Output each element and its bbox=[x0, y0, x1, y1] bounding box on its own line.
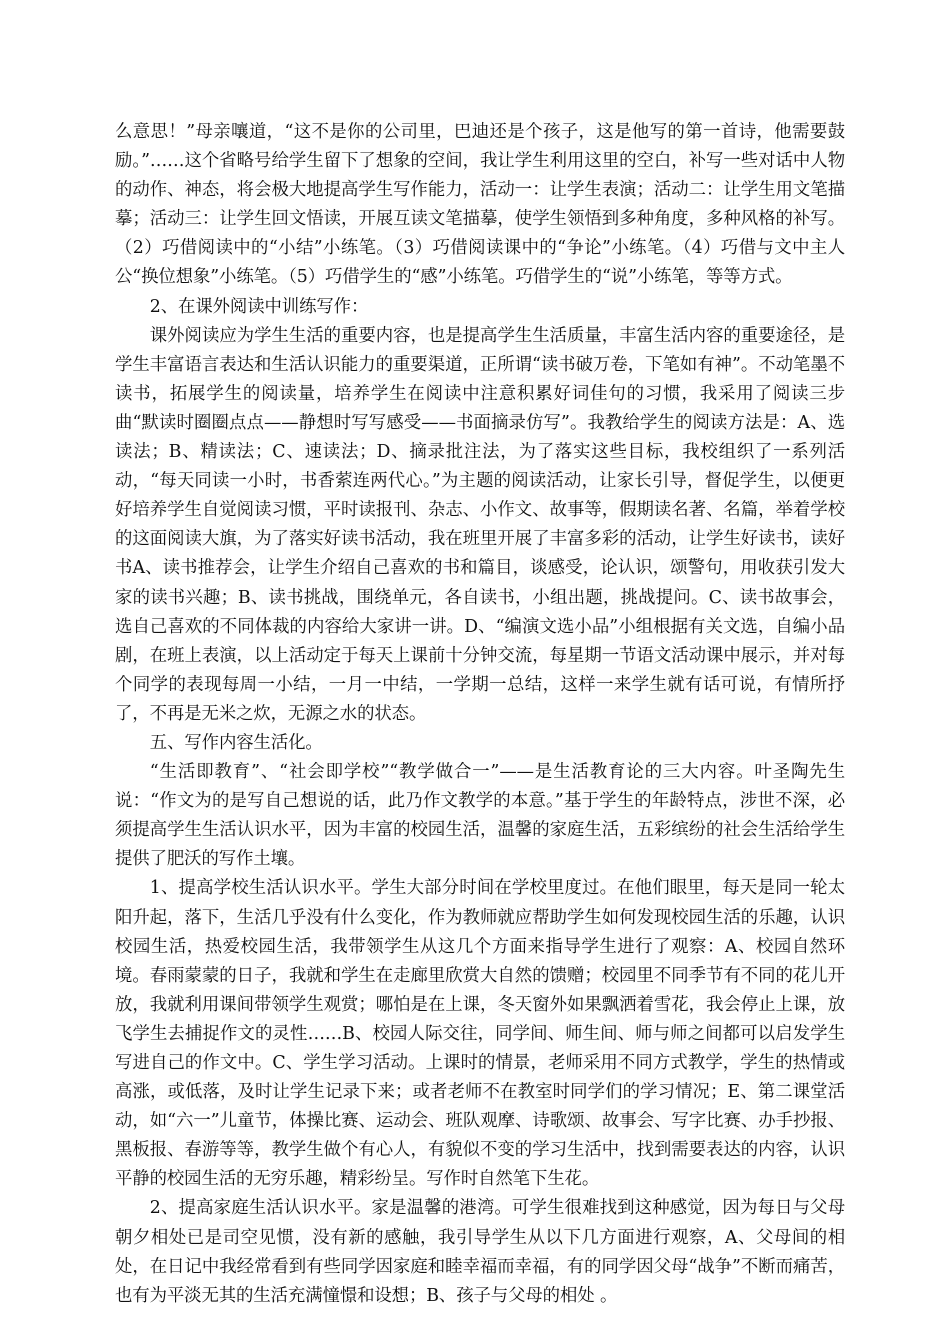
paragraph-1: 么意思！”母亲嚷道，“这不是你的公司里，巴迪还是个孩子，这是他写的第一首诗，他需要鼓励。”……这个省略号给学生留下了想象的空间，我让学生利用这里的空白，补写一些对话中人物的动作、神态，将会极大地提高学生写作能力，活动一：让学生表演；活动二：让学生用文笔描摹；活动三：让学生回文悟读，开展互读文笔描摹，使学生领悟到多种角度，多种风格的补写。（2）巧借阅读中的“小结”小练笔。（3）巧借阅读课中的“争论”小练笔。（4）巧借与文中主人公“换位想象”小练笔。（5）巧借学生的“感”小练笔。巧借学生的“说”小练笔，等等方式。 bbox=[115, 122, 845, 288]
paragraph-7: 2、提高家庭生活认识水平。家是温馨的港湾。可学生很难找到这种感觉，因为每日与父母朝夕相处已是司空见惯，没有新的感触，我引导学生从以下几方面进行观察，A、父母间的相处，在日记中我经常看到有些同学因家庭和睦幸福而幸福，有的同学因父母“战争”不断而痛苦，也有为平淡无其的生活充满憧憬和设想；B、孩子与父母的相处 。 bbox=[115, 1198, 845, 1306]
paragraph-4-heading: 五、写作内容生活化。 bbox=[149, 732, 323, 753]
paragraph-6: 1、提高学校生活认识水平。学生大部分时间在学校里度过。在他们眼里，每天是同一轮太阳升起，落下，生活几乎没有什么变化，作为教师就应帮助学生如何发现校园生活的乐趣，认识校园生活，热爱校园生活，我带领学生从这几个方面来指导学生进行了观察：A、校园自然环境。春雨蒙蒙的日子，我就和学生在走廊里欣赏大自然的馈赠；校园里不同季节有不同的花儿开放，我就利用课间带领学生观赏；哪怕是在上课，冬天窗外如果飘洒着雪花，我会停止上课，放飞学生去捕捉作文的灵性……B、校园人际交往，同学间、师生间、师与师之间都可以启发学生写进自己的作文中。C、学生学习活动。上课时的情景，老师采用不同方式教学，学生的热情或高涨，或低落，及时让学生记录下来；或者老师不在教室时同学们的学习情况；E、第二课堂活动，如“六一”儿童节，体操比赛、运动会、班队观摩、诗歌颂、故事会、写字比赛、办手抄报、黑板报、春游等等，教学生做个有心人，有貌似不变的学习生活中，找到需要表达的内容，认识平静的校园生活的无穷乐趣，精彩纷呈。写作时自然笔下生花。 bbox=[115, 878, 845, 1190]
paragraph-2-heading: 2、在课外阅读中训练写作： bbox=[149, 296, 369, 317]
paragraph-3: 课外阅读应为学生生活的重要内容，也是提高学生生活质量，丰富生活内容的重要途径，是学生丰富语言表达和生活认识能力的重要渠道，正所谓“读书破万卷，下笔如有神”。不动笔墨不读书，拓展学生的阅读量，培养学生在阅读中注意积累好词佳句的习惯，我采用了阅读三步曲“默读时圈圈点点——静想时写写感受——书面摘录仿写”。我教给学生的阅读方法是：A、选读法；B、精读法；C、速读法；D、摘录批注法，为了落实这些目标，我校组织了一系列活动，“每天同读一小时，书香萦连两代心。”为主题的阅读活动，让家长引导，督促学生，以便更好培养学生自觉阅读习惯，平时读报刊、杂志、小作文、故事等，假期读名著、名篇，举着学校的这面阅读大旗，为了落实好读书活动，我在班里开展了丰富多彩的活动，让学生好读书，读好书A、读书推荐会，让学生介绍自己喜欢的书和篇目，谈感受，论认识，颂警句，用收获引发大家的读书兴趣；B、读书挑战，围绕单元，各自读书，小组出题，挑战提问。C、读书故事会，选自己喜欢的不同体裁的内容给大家讲一讲。D、“编演文选小品”小组根据有关文选，自编小品剧，在班上表演，以上活动定于每天上课前十分钟交流，每星期一节语文活动课中展示，并对每个同学的表现每周一小结，一月一中结，一学期一总结，这样一来学生就有话可说，有情所抒了，不再是无米之炊，无源之水的状态。 bbox=[115, 325, 845, 724]
paragraph-5: “生活即教育”、“社会即学校”“教学做合一”——是生活教育论的三大内容。叶圣陶先生说：“作文为的是写自己想说的话，此乃作文教学的本意。”基于学生的年龄特点，涉世不深，必须提高学生生活认识水平，因为丰富的校园生活，温馨的家庭生活，五彩缤纷的社会生活给学生提供了肥沃的写作土壤。 bbox=[115, 762, 845, 870]
document-page bbox=[115, 118, 845, 1311]
